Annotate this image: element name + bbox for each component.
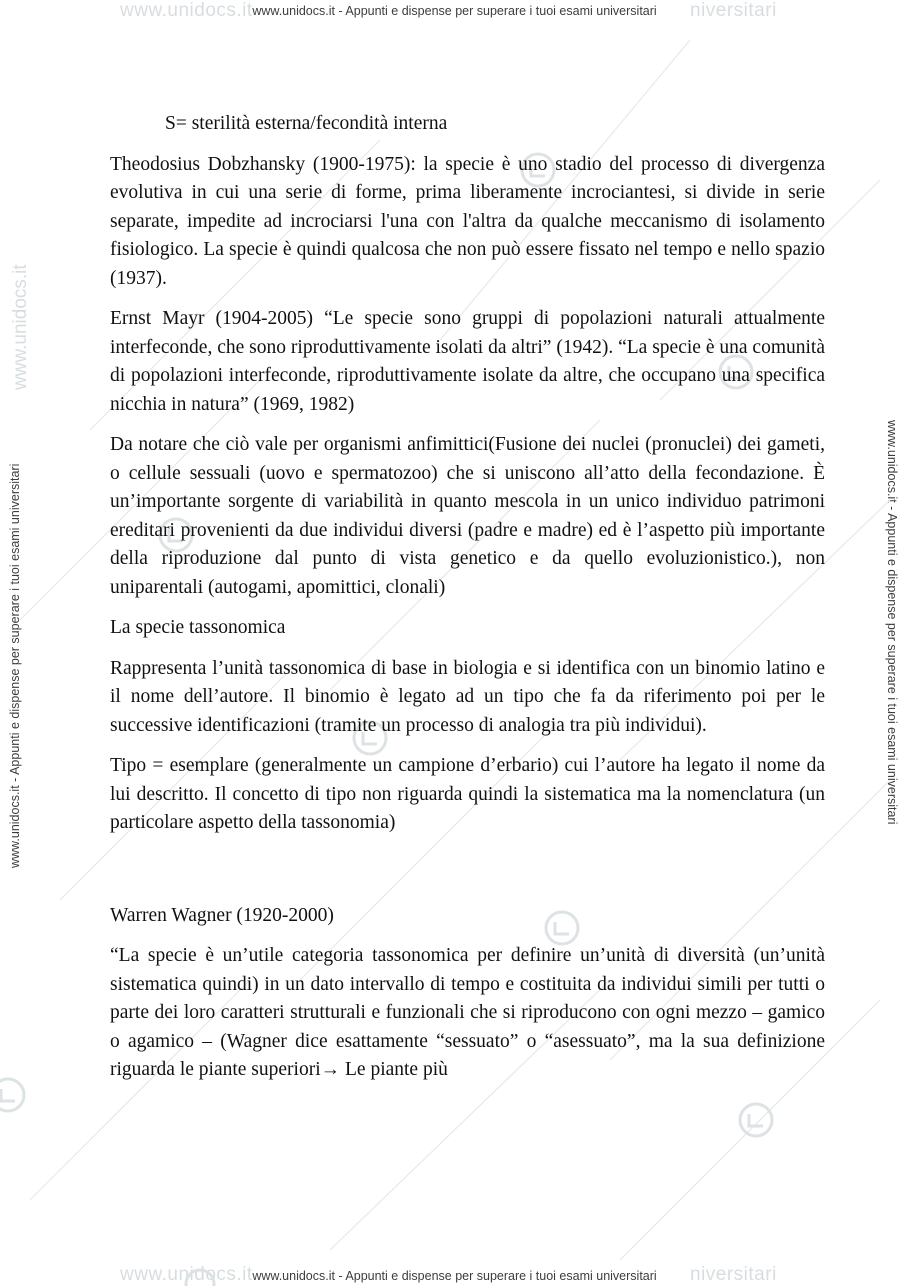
logo-icon [0, 1079, 24, 1111]
section-heading-specie-tassonomica: La specie tassonomica [110, 617, 286, 638]
blank-spacer [110, 850, 825, 890]
watermark-footer: www.unidocs.it - Appunti e dispense per superare i tuoi esami universitari [252, 1269, 657, 1283]
paragraph-unita-tassonomica: Rappresenta l’unità tassonomica di base in biologia e si identifica con un binomio latino e il nome dell’autore. Il binomio è legato ad un tipo che fa da riferimento poi per le successive identificazioni (tramite un processo di analogia tra più individui). [110, 657, 825, 736]
watermark-side-left: www.unidocs.it - Appunti e dispense per superare i tuoi esami universitari [8, 463, 22, 868]
logo-icon [740, 1104, 772, 1136]
watermark-side-right: www.unidocs.it - Appunti e dispense per superare i tuoi esami universitari [885, 420, 899, 825]
paragraph-dobzhansky: Theodosius Dobzhansky (1900-1975): la specie è uno stadio del processo di divergenza evolutiva in cui una serie di forme, prima liberamente incrociantesi, si divide in serie separate, impedite ad incrociarsi l'una con l'altra da qualche meccanismo di isolamento fisiologico. La specie è quindi qualcosa che non può essere fissato nel tempo e nello spazio (1937). [110, 153, 825, 289]
paragraph-mayr: Ernst Mayr (1904-2005) “Le specie sono gruppi di popolazioni naturali attualmente interfeconde, che sono riproduttivamente isolati da altri” (1942). “La specie è una comunità di popolazioni interfeconde, riproduttivamente isolate da altre, che occupano una specifica nicchia in natura” (1969, 1982) [110, 308, 825, 415]
watermark-ghost-footer-left: www.unidocs.it [120, 1264, 253, 1285]
watermark-ghost-side-left: www.unidocs.it [10, 264, 31, 390]
watermark-header: www.unidocs.it - Appunti e dispense per superare i tuoi esami universitari [252, 4, 657, 18]
paragraph-wagner-quote: “La specie è un’utile categoria tassonomica per definire un’unità di diversità (un’unità sistematica quindi) in un dato intervallo di tempo e costituita da individui simili per tutti o parte dei loro caratteri strutturali e funzionali che si riproducono con ogni mezzo – gamico o agamico – (Wagner dice esattamente “sessuato” o “asessuato”, ma la sua definizione riguarda le piante superiori→ Le piante più [110, 945, 825, 1080]
formula-line: S= sterilità esterna/fecondità interna [165, 113, 448, 134]
paragraph-anfimittici: Da notare che ciò vale per organismi anfimittici(Fusione dei nuclei (pronuclei) dei gameti, o cellule sessuali (uovo e spermatozoo) che si uniscono all’atto della fecondazione. È un’importante sorgente di variabilità in quanto mescola in un unico individuo patrimoni ereditari provenienti da due individui diversi (padre e madre) ed è l’aspetto più importante della riproduzione dal punto di vista genetico e da quello evoluzionistico.), non uniparentali (autogami, apomittici, clonali) [110, 434, 825, 598]
watermark-ghost-footer-right: niversitari [690, 1264, 777, 1285]
paragraph-tipo: Tipo = esemplare (generalmente un campione d’erbario) cui l’autore ha legato il nome da lui descritto. Il concetto di tipo non riguarda quindi la sistematica ma la nomenclatura (un particolare aspetto della tassonomia) [110, 755, 825, 833]
heading-wagner: Warren Wagner (1920-2000) [110, 904, 334, 926]
watermark-ghost-header-right: niversitari [690, 0, 777, 21]
watermark-ghost-header-left: www.unidocs.it [120, 0, 253, 21]
document-body [110, 110, 825, 1097]
